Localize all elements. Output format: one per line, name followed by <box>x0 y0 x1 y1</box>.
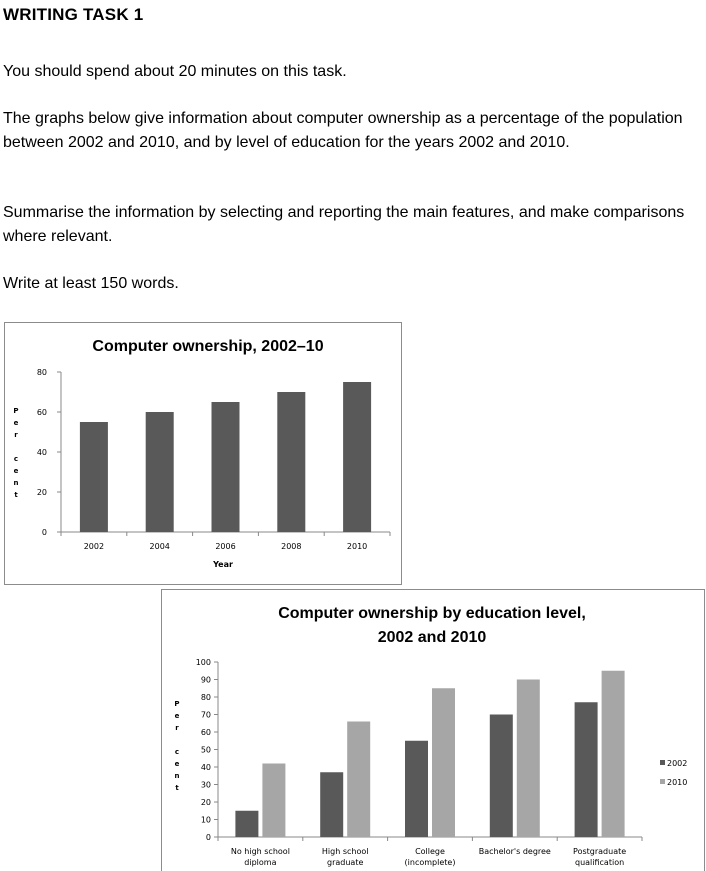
legend-swatch-2010 <box>660 779 665 784</box>
legend-label-2010: 2010 <box>667 778 688 787</box>
chart-title-line-1: Computer ownership by education level, <box>278 605 586 622</box>
bar-2010-1 <box>347 722 370 838</box>
y-tick-label: 20 <box>36 488 47 497</box>
x-tick-label: No high school <box>230 847 290 856</box>
bar-2002-4 <box>575 702 598 837</box>
y-axis-label: P e r c e n t <box>174 700 180 792</box>
x-tick-label: qualification <box>575 858 625 867</box>
x-tick-label: 2006 <box>215 542 236 551</box>
y-tick-label: 40 <box>36 448 47 457</box>
x-tick-label: Postgraduate <box>573 847 627 856</box>
bar-2010-4 <box>602 671 625 837</box>
x-tick-label: College <box>415 847 445 856</box>
y-tick-label: 80 <box>36 368 47 377</box>
summary-instruction: Summarise the information by selecting and reporting the main features, and make comparisons where relevant. <box>3 204 685 245</box>
x-tick-label: (incomplete) <box>404 858 456 867</box>
bar-2010-3 <box>517 680 540 838</box>
y-tick-label: 90 <box>200 675 211 685</box>
time-instruction: You should spend about 20 minutes on this task. <box>3 63 347 80</box>
x-tick-label: 2002 <box>83 542 105 551</box>
y-tick-label: 60 <box>36 408 47 417</box>
ownership-by-year-chart <box>4 322 402 585</box>
y-tick-label: 60 <box>200 728 211 737</box>
ownership-by-education-svg <box>162 590 704 871</box>
bar-2002-3 <box>490 715 513 838</box>
x-tick-label: High school <box>321 847 369 856</box>
y-tick-label: 50 <box>200 745 211 755</box>
x-tick-label: 2004 <box>149 542 170 551</box>
legend-label-2002: 2002 <box>667 759 688 768</box>
bar-2008 <box>277 392 305 532</box>
bar-2010-0 <box>262 764 285 838</box>
x-tick-label: 2008 <box>281 542 302 551</box>
y-tick-label: 40 <box>200 763 211 772</box>
bar-2004 <box>146 412 174 532</box>
bar-2002-0 <box>235 811 258 837</box>
y-tick-label: 30 <box>200 780 211 790</box>
legend-swatch-2002 <box>660 760 665 765</box>
task-description: The graphs below give information about computer ownership as a percentage of the population between 2002 and 2010, and by level of education for the years 2002 and 2010. <box>3 110 683 151</box>
x-axis-label: Year <box>213 560 233 569</box>
bar-2002-2 <box>405 741 428 837</box>
bar-2010 <box>343 382 371 532</box>
bar-2010-2 <box>432 688 455 837</box>
y-tick-label: 20 <box>200 798 211 807</box>
chart-title-line-2: 2002 and 2010 <box>377 629 487 646</box>
ownership-by-education-chart <box>161 589 705 871</box>
y-tick-label: 0 <box>205 833 211 842</box>
x-tick-label: 2010 <box>346 542 368 551</box>
bar-2006 <box>212 402 240 532</box>
ownership-by-year-svg <box>5 323 401 584</box>
y-tick-label: 100 <box>195 658 211 667</box>
x-tick-label: Bachelor's degree <box>478 847 551 856</box>
x-tick-label: diploma <box>244 858 277 867</box>
y-tick-label: 70 <box>200 710 211 720</box>
word-count-instruction: Write at least 150 words. <box>3 275 179 292</box>
chart-title: Computer ownership, 2002–10 <box>92 338 324 355</box>
y-tick-label: 80 <box>200 693 211 702</box>
task-title: WRITING TASK 1 <box>3 5 144 24</box>
bar-2002 <box>80 422 108 532</box>
bar-2002-1 <box>320 772 343 837</box>
x-tick-label: graduate <box>327 858 364 867</box>
y-tick-label: 10 <box>200 815 211 825</box>
y-axis-label: P e r c e n t <box>13 407 19 499</box>
y-tick-label: 0 <box>41 528 47 537</box>
